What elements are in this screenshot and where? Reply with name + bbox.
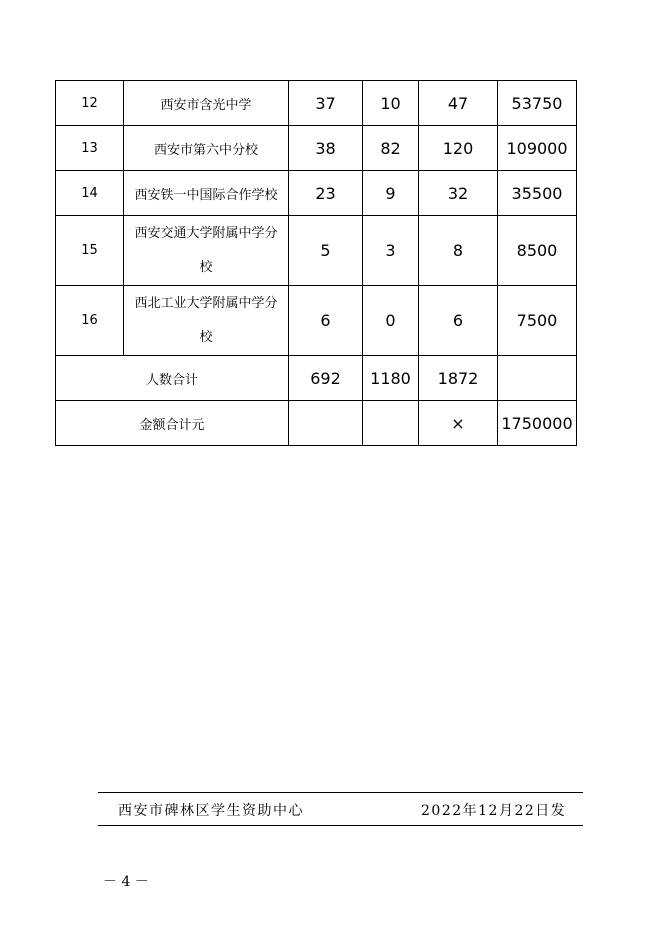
table-row [56, 171, 577, 216]
count-b: 0 [363, 286, 419, 356]
row-number: 15 [56, 216, 124, 286]
table-row [56, 286, 577, 356]
amount-total-label: 金额合计元 [56, 401, 289, 446]
funding-table [55, 80, 577, 446]
school-name: 西安市含光中学 [124, 81, 289, 126]
amount-total-row [56, 401, 577, 446]
amount-total-empty-a [289, 401, 363, 446]
count-total: 8 [419, 216, 498, 286]
row-number: 14 [56, 171, 124, 216]
count-a: 23 [289, 171, 363, 216]
school-name-text: 西安交通大学附属中学分校 [134, 225, 278, 275]
amount-total-value: 1750000 [498, 401, 577, 446]
row-number: 13 [56, 126, 124, 171]
count-a: 5 [289, 216, 363, 286]
amount: 35500 [498, 171, 577, 216]
count-total: 47 [419, 81, 498, 126]
people-total-b: 1180 [363, 356, 419, 401]
count-b: 9 [363, 171, 419, 216]
footer-top-rule [98, 792, 583, 793]
table-row [56, 81, 577, 126]
table-row [56, 216, 577, 286]
amount-total-empty-b [363, 401, 419, 446]
count-a: 38 [289, 126, 363, 171]
school-name [124, 216, 289, 286]
school-name-text: 西北工业大学附属中学分校 [134, 295, 278, 345]
people-total-row [56, 356, 577, 401]
people-total-a: 692 [289, 356, 363, 401]
school-name [124, 286, 289, 356]
count-total: 32 [419, 171, 498, 216]
footer-date: 2022年12月22日发 [421, 803, 567, 819]
school-name: 西安铁一中国际合作学校 [124, 171, 289, 216]
table-row [56, 126, 577, 171]
amount: 7500 [498, 286, 577, 356]
footer-bottom-rule [98, 825, 583, 826]
amount: 109000 [498, 126, 577, 171]
count-b: 3 [363, 216, 419, 286]
people-total-all: 1872 [419, 356, 498, 401]
count-b: 82 [363, 126, 419, 171]
row-number: 16 [56, 286, 124, 356]
people-total-label: 人数合计 [56, 356, 289, 401]
amount: 8500 [498, 216, 577, 286]
school-name: 西安市第六中分校 [124, 126, 289, 171]
count-a: 37 [289, 81, 363, 126]
footer-issuer: 西安市碑林区学生资助中心 [118, 803, 304, 819]
row-number: 12 [56, 81, 124, 126]
count-a: 6 [289, 286, 363, 356]
amount-total-mark: × [419, 401, 498, 446]
people-total-empty [498, 356, 577, 401]
amount: 53750 [498, 81, 577, 126]
page-number: － 4 － [103, 874, 149, 890]
count-total: 6 [419, 286, 498, 356]
count-total: 120 [419, 126, 498, 171]
count-b: 10 [363, 81, 419, 126]
